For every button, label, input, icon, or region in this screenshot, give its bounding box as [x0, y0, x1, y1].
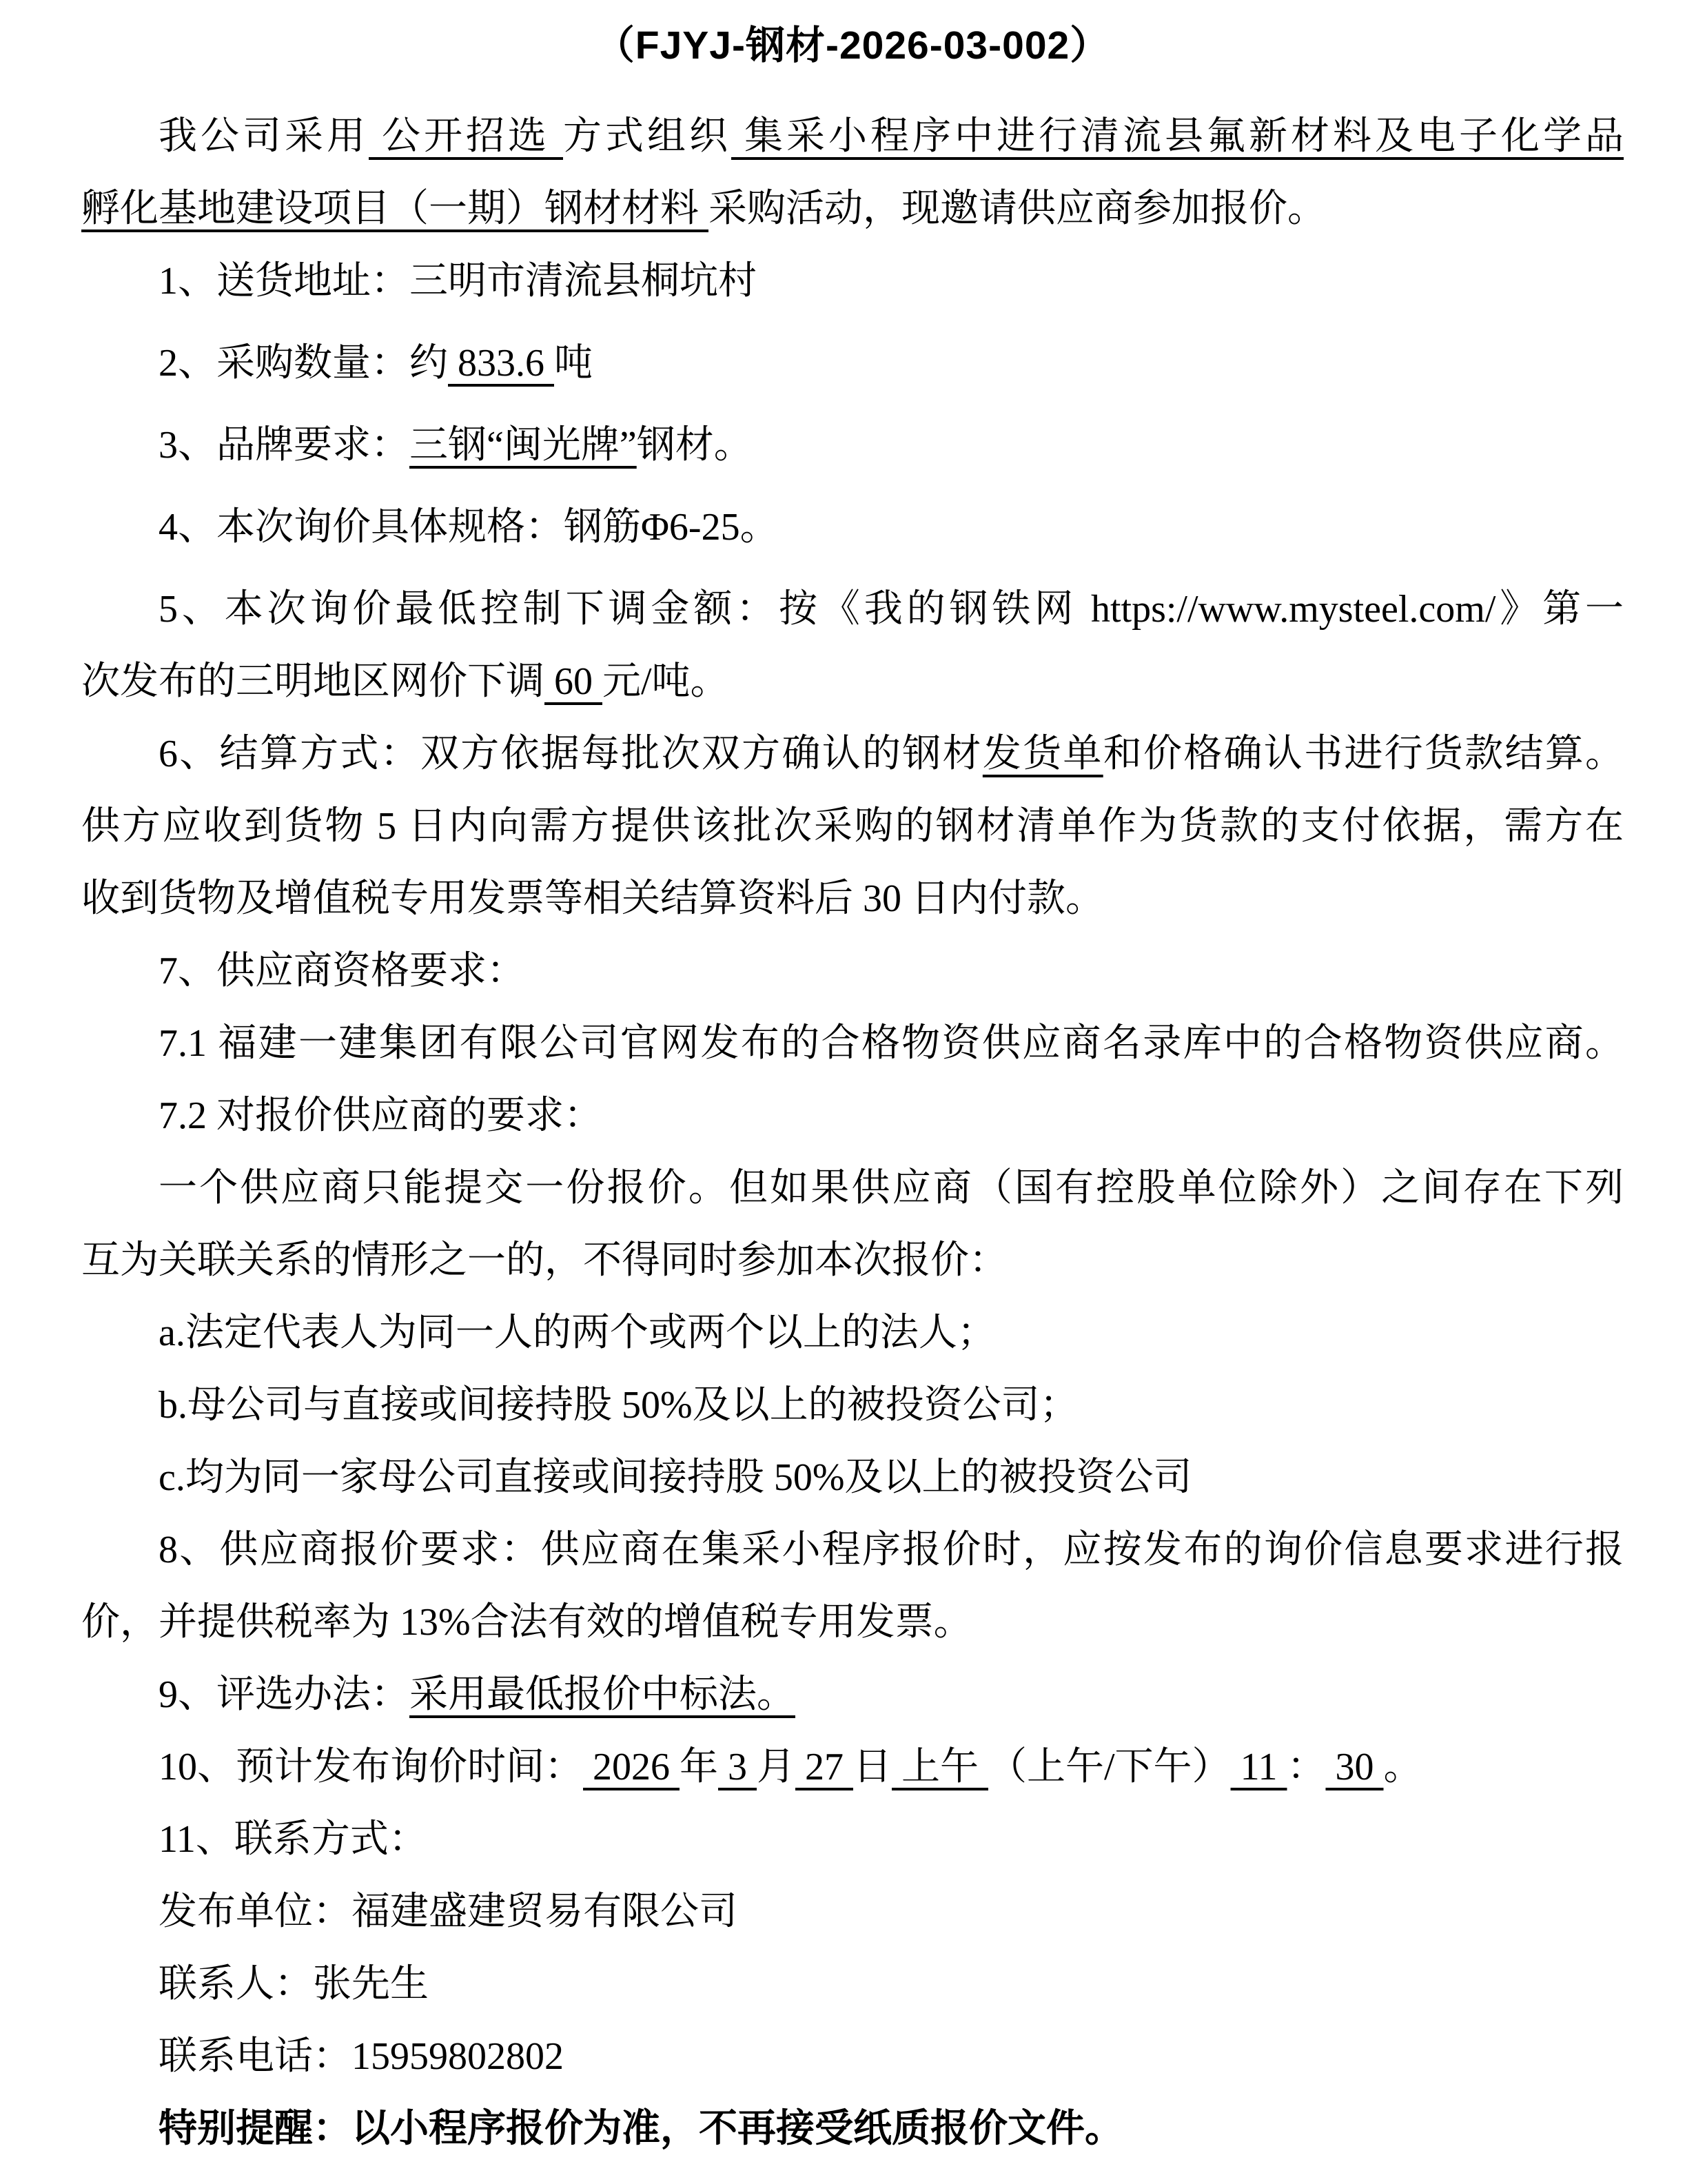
doc-line-22	[81, 1659, 1624, 1731]
text-run: ：	[1287, 1746, 1326, 1788]
underlined-text: 上午	[892, 1746, 988, 1788]
underlined-text: 集采小程序中进行清流县氟新材料及电子化学品	[731, 115, 1624, 158]
underlined-text: 27	[795, 1746, 853, 1788]
doc-line-3	[81, 245, 1624, 318]
text-run: 9、评选办法：	[159, 1673, 409, 1716]
text-run: 月	[757, 1746, 795, 1788]
doc-line-14	[81, 1080, 1624, 1152]
doc-line-4	[81, 327, 1624, 400]
text-run: 。	[1383, 1746, 1422, 1788]
doc-line-19	[81, 1442, 1624, 1514]
doc-line-18	[81, 1369, 1624, 1442]
doc-line-17	[81, 1297, 1624, 1369]
text-run: 2、采购数量：约	[159, 342, 448, 385]
text-run: 联系电话：15959802802	[159, 2035, 564, 2078]
doc-line-23	[81, 1731, 1624, 1804]
text-run: 和价格确认书进行货款结算。	[1103, 733, 1624, 775]
doc-line-11	[81, 863, 1624, 935]
doc-line-26	[81, 1948, 1624, 2021]
doc-line-7	[81, 573, 1624, 646]
text-run: 8、供应商报价要求：供应商在集采小程序报价时，应按发布的询价信息要求进行报	[159, 1529, 1624, 1571]
text-run: b.母公司与直接或间接持股 50%及以上的被投资公司；	[159, 1384, 1079, 1427]
text-run: c.均为同一家母公司直接或间接持股 50%及以上的被投资公司	[159, 1456, 1192, 1499]
text-run: 收到货物及增值税专用发票等相关结算资料后 30 日内付款。	[81, 877, 1104, 920]
doc-line-10	[81, 790, 1624, 863]
text-run: 5、本次询价最低控制下调金额：按《我的钢铁网 https://www.mysteel.com/》第一	[159, 588, 1624, 631]
text-run: 采购活动，现邀请供应商参加报价。	[708, 187, 1326, 230]
underlined-text: 三钢“闽光牌”	[409, 424, 637, 467]
doc-line-6	[81, 491, 1624, 564]
text-run: 7.2 对报价供应商的要求：	[159, 1094, 602, 1137]
underlined-text: 发货单	[982, 733, 1103, 775]
text-run: 6、结算方式：双方依据每批次双方确认的钢材	[159, 733, 983, 775]
document-body	[81, 101, 1624, 2165]
text-run: 元/吨。	[602, 660, 729, 703]
doc-line-16	[81, 1225, 1624, 1297]
text-run: 互为关联关系的情形之一的，不得同时参加本次报价：	[81, 1239, 1008, 1282]
doc-line-12	[81, 935, 1624, 1008]
underlined-text: 60	[544, 660, 602, 703]
text-run: 1、送货地址：三明市清流县桐坑村	[159, 260, 757, 303]
doc-line-9	[81, 718, 1624, 790]
text-run: 7、供应商资格要求：	[159, 950, 525, 992]
underlined-text: 2026	[583, 1746, 680, 1788]
doc-line-8	[81, 646, 1624, 718]
doc-line-1	[81, 101, 1624, 173]
text-run: 一个供应商只能提交一份报价。但如果供应商（国有控股单位除外）之间存在下列	[159, 1167, 1624, 1210]
underlined-text: 3	[718, 1746, 757, 1788]
underlined-text: 11	[1230, 1746, 1287, 1788]
underlined-text: 采用最低报价中标法。	[409, 1673, 795, 1716]
text-run: 发布单位：福建盛建贸易有限公司	[159, 1890, 737, 1933]
text-run: 方式组织	[563, 115, 731, 158]
underlined-text: 833.6	[448, 342, 554, 385]
text-run: 10、预计发布询价时间：	[159, 1746, 583, 1788]
doc-line-20	[81, 1514, 1624, 1586]
text-run: 11、联系方式：	[159, 1818, 427, 1861]
doc-line-28	[81, 2093, 1624, 2165]
doc-line-21	[81, 1586, 1624, 1659]
text-run: 年	[680, 1746, 718, 1788]
doc-line-13	[81, 1008, 1624, 1080]
text-run: 吨	[554, 342, 593, 385]
text-run: 特别提醒：以小程序报价为准，不再接受纸质报价文件。	[159, 2108, 1123, 2150]
text-run: 7.1 福建一建集团有限公司官网发布的合格物资供应商名录库中的合格物资供应商。	[159, 1022, 1624, 1065]
text-run: 日	[853, 1746, 892, 1788]
doc-line-24	[81, 1804, 1624, 1876]
text-run: 4、本次询价具体规格：钢筋Φ6-25。	[159, 506, 779, 549]
doc-line-2	[81, 173, 1624, 245]
underlined-text: 30	[1325, 1746, 1384, 1788]
underlined-text: 孵化基地建设项目（一期）钢材材料	[81, 187, 708, 230]
text-run: 3、品牌要求：	[159, 424, 409, 467]
doc-line-25	[81, 1876, 1624, 1948]
text-run: 供方应收到货物 5 日内向需方提供该批次采购的钢材清单作为货款的支付依据，需方在	[81, 805, 1624, 848]
text-run: 价，并提供税率为 13%合法有效的增值税专用发票。	[81, 1601, 972, 1644]
doc-line-27	[81, 2021, 1624, 2093]
text-run: 我公司采用	[159, 115, 369, 158]
text-run: 钢材。	[636, 424, 753, 467]
text-run: a.法定代表人为同一人的两个或两个以上的法人；	[159, 1312, 996, 1354]
text-run: 联系人：张先生	[159, 1963, 429, 2006]
text-run: 次发布的三明地区网价下调	[81, 660, 544, 703]
doc-line-15	[81, 1152, 1624, 1225]
doc-line-5	[81, 409, 1624, 482]
document-title: （FJYJ-钢材-2026-03-002）	[595, 23, 1110, 68]
underlined-text: 公开招选	[369, 115, 563, 158]
text-run: （上午/下午）	[988, 1746, 1231, 1788]
